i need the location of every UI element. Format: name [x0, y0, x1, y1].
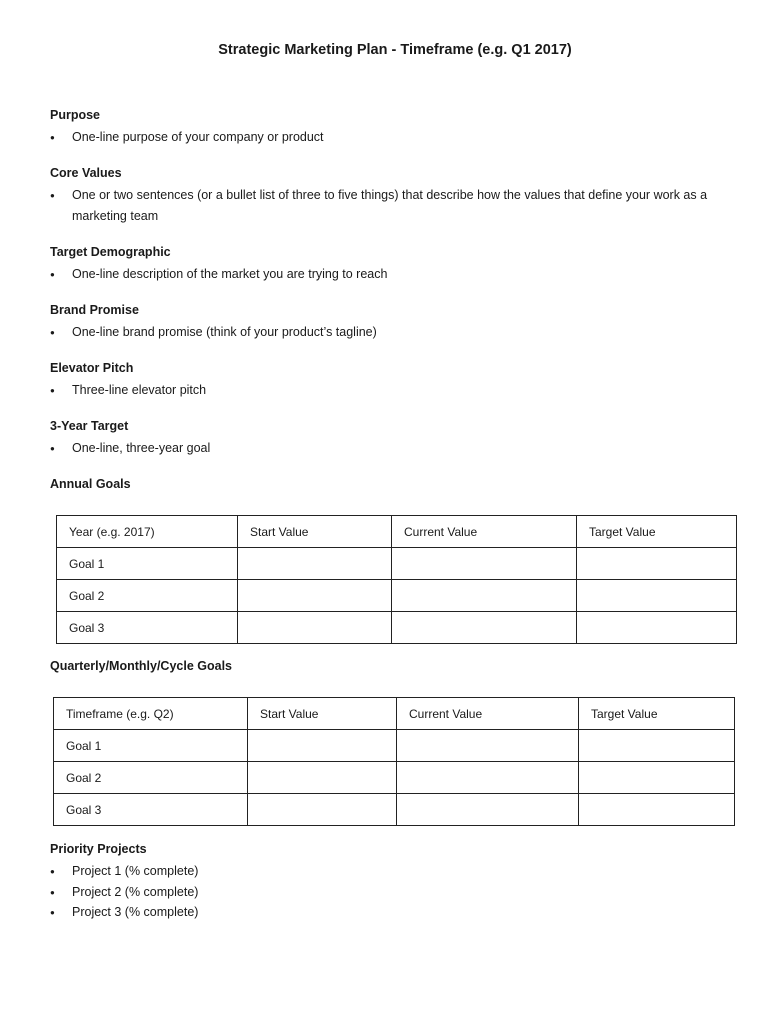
cycle-goals-section: [50, 659, 232, 678]
section-heading: Core Values: [50, 166, 122, 180]
table-cell: [248, 762, 397, 794]
page-title: Strategic Marketing Plan - Timeframe (e.g. Q1 2017): [218, 42, 572, 58]
section-heading: Purpose: [50, 108, 101, 122]
list-item: ● Project 2 (% complete): [50, 882, 742, 903]
table-cell: [397, 794, 579, 826]
table-cell: Goal 2: [57, 580, 238, 612]
table-cell: [392, 612, 577, 644]
table-header-row: [54, 698, 735, 730]
column-header: Start Value: [248, 698, 397, 730]
table-cell: [577, 580, 737, 612]
column-header: Year (e.g. 2017): [57, 516, 238, 548]
table-cell: [579, 762, 735, 794]
table-cell: [397, 730, 579, 762]
section-heading: Brand Promise: [50, 303, 139, 317]
table-cell: [248, 730, 397, 762]
table-cell: [392, 580, 577, 612]
priority-projects-section: [50, 842, 742, 923]
table-header-row: [57, 516, 737, 548]
table-cell: Goal 3: [57, 612, 238, 644]
column-header: Target Value: [579, 698, 735, 730]
section-heading: Target Demographic: [50, 245, 171, 259]
list-item: ● Three-line elevator pitch: [50, 380, 742, 401]
column-header: Start Value: [238, 516, 392, 548]
list-item: ● One-line purpose of your company or product: [50, 127, 742, 148]
column-header: Current Value: [397, 698, 579, 730]
list-item: ● One-line, three-year goal: [50, 438, 742, 459]
section-heading: Elevator Pitch: [50, 361, 134, 375]
table-row: [54, 730, 735, 762]
list-item: ● Project 1 (% complete): [50, 861, 742, 882]
table-cell: [238, 548, 392, 580]
table-row: [57, 612, 737, 644]
core-values-section: [50, 166, 742, 227]
table-cell: Goal 3: [54, 794, 248, 826]
annual-goals-section: [50, 477, 131, 496]
target-demographic-section: [50, 245, 742, 285]
table-cell: Goal 1: [57, 548, 238, 580]
column-header: Current Value: [392, 516, 577, 548]
table-cell: [238, 612, 392, 644]
list-item: ● Project 3 (% complete): [50, 902, 742, 923]
table-cell: [392, 548, 577, 580]
table-cell: Goal 1: [54, 730, 248, 762]
column-header: Timeframe (e.g. Q2): [54, 698, 248, 730]
table-row: [54, 794, 735, 826]
table-cell: Goal 2: [54, 762, 248, 794]
section-heading: Annual Goals: [50, 477, 131, 491]
three-year-target-section: [50, 419, 742, 459]
section-heading: Priority Projects: [50, 842, 147, 856]
table-cell: [397, 762, 579, 794]
table-cell: [248, 794, 397, 826]
annual-goals-table: [56, 515, 737, 644]
column-header: Target Value: [577, 516, 737, 548]
table-row: [54, 762, 735, 794]
list-item: ● One-line description of the market you are trying to reach: [50, 264, 742, 285]
table-cell: [577, 548, 737, 580]
cycle-goals-table: [53, 697, 735, 826]
elevator-pitch-section: [50, 361, 742, 401]
table-row: [57, 548, 737, 580]
table-cell: [238, 580, 392, 612]
list-item: ● One-line brand promise (think of your product’s tagline): [50, 322, 742, 343]
brand-promise-section: [50, 303, 742, 343]
table-row: [57, 580, 737, 612]
table-cell: [579, 794, 735, 826]
section-heading: Quarterly/Monthly/Cycle Goals: [50, 659, 232, 673]
table-cell: [577, 612, 737, 644]
list-item: ● One or two sentences (or a bullet list of three to five things) that describe how the values that define your work as a marketing team: [50, 185, 742, 227]
section-heading: 3-Year Target: [50, 419, 129, 433]
table-cell: [579, 730, 735, 762]
purpose-section: [50, 108, 742, 148]
